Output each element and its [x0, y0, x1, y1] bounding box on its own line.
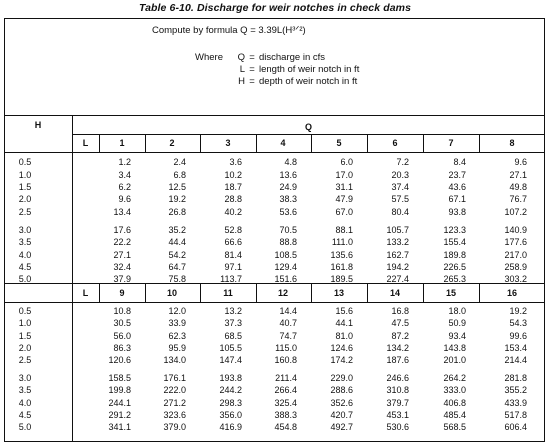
definition-symbol: H [238, 76, 245, 87]
q-value: 44.1 [335, 318, 353, 328]
q-value: 416.9 [219, 422, 242, 432]
q-value: 291.2 [108, 410, 131, 420]
h-value: 3.0 [18, 225, 32, 235]
q-value: 43.6 [448, 182, 466, 192]
q-value: 134.2 [386, 343, 409, 353]
formula-text: Compute by formula Q = 3.39L(H³ᐟ²) [152, 25, 306, 36]
q-header: Q [304, 122, 312, 132]
l-value-header: 9 [119, 288, 125, 298]
q-value: 81.4 [224, 250, 242, 260]
q-value: 341.1 [108, 422, 131, 432]
q-value: 155.4 [443, 237, 466, 247]
q-value: 68.5 [224, 331, 242, 341]
q-value: 75.8 [168, 274, 186, 284]
q-value: 13.4 [113, 207, 131, 217]
q-value: 310.8 [386, 385, 409, 395]
q-value: 44.4 [168, 237, 186, 247]
q-value: 454.8 [274, 422, 297, 432]
q-value: 6.8 [173, 170, 186, 180]
q-value: 19.2 [168, 194, 186, 204]
h-value: 1.5 [18, 182, 32, 192]
q-value: 12.0 [168, 306, 186, 316]
q-value: 134.0 [163, 355, 186, 365]
q-value: 129.4 [274, 262, 297, 272]
q-value: 16.8 [391, 306, 409, 316]
q-value: 31.1 [335, 182, 353, 192]
q-value: 62.3 [168, 331, 186, 341]
q-value: 40.7 [279, 318, 297, 328]
l-value-header: 7 [448, 138, 454, 148]
q-value: 303.2 [504, 274, 527, 284]
q-value: 6.0 [340, 157, 353, 167]
q-value: 47.5 [391, 318, 409, 328]
q-value: 115.0 [275, 343, 297, 353]
l-value-header: 13 [333, 288, 344, 298]
q-value: 265.3 [443, 274, 466, 284]
q-value: 86.3 [113, 343, 131, 353]
q-value: 333.0 [443, 385, 466, 395]
l-value-header: 3 [225, 138, 231, 148]
q-value: 162.7 [386, 250, 409, 260]
q-value: 95.9 [168, 343, 186, 353]
l-value-header: 15 [445, 288, 456, 298]
q-value: 12.5 [168, 182, 186, 192]
q-value: 105.5 [219, 343, 242, 353]
q-value: 32.4 [113, 262, 131, 272]
l-value-header: 2 [169, 138, 175, 148]
q-value: 70.5 [279, 225, 297, 235]
h-value: 2.5 [18, 355, 32, 365]
h-value: 1.0 [18, 170, 32, 180]
l-value-header: 4 [280, 138, 286, 148]
rule-column [145, 134, 146, 152]
q-value: 288.6 [330, 385, 353, 395]
q-value: 211.4 [275, 373, 297, 383]
q-value: 49.8 [509, 182, 527, 192]
q-value: 99.6 [509, 331, 527, 341]
q-value: 64.7 [168, 262, 186, 272]
q-value: 54.2 [168, 250, 186, 260]
q-value: 54.3 [509, 318, 527, 328]
q-value: 227.4 [386, 274, 409, 284]
q-value: 37.9 [113, 274, 131, 284]
rule-bottom-header-bottom [4, 302, 545, 303]
q-value: 433.9 [504, 398, 527, 408]
q-value: 9.6 [118, 194, 131, 204]
q-value: 24.9 [279, 182, 297, 192]
q-value: 40.2 [224, 207, 242, 217]
q-value: 194.2 [386, 262, 409, 272]
q-value: 135.6 [330, 250, 353, 260]
q-value: 88.8 [279, 237, 297, 247]
q-value: 107.2 [504, 207, 527, 217]
definition-symbol: L [239, 64, 245, 75]
where-label: Where [195, 52, 223, 63]
q-value: 76.7 [509, 194, 527, 204]
rule-column [256, 134, 257, 152]
l-value-header: 5 [336, 138, 342, 148]
q-value: 222.0 [163, 385, 186, 395]
q-value: 6.2 [118, 182, 131, 192]
rule-column [479, 283, 480, 302]
q-value: 140.9 [504, 225, 527, 235]
h-value: 3.0 [18, 373, 32, 383]
h-value: 1.5 [18, 331, 32, 341]
q-value: 264.2 [443, 373, 466, 383]
definition-row-h [195, 76, 359, 88]
q-value: 379.7 [386, 398, 409, 408]
q-value: 161.8 [330, 262, 353, 272]
rule-header-top [4, 115, 545, 116]
equals-sign: = [249, 64, 255, 75]
h-value: 3.5 [18, 385, 32, 395]
q-value: 56.0 [113, 331, 131, 341]
l-value-header: 11 [223, 288, 233, 298]
rule-l-box-top [99, 134, 100, 152]
q-value: 229.0 [330, 373, 353, 383]
q-value: 226.5 [443, 262, 466, 272]
q-value: 67.1 [448, 194, 466, 204]
q-value: 517.8 [504, 410, 527, 420]
q-value: 87.2 [391, 331, 409, 341]
q-value: 18.0 [448, 306, 466, 316]
q-value: 97.1 [224, 262, 242, 272]
definition-row-l [195, 64, 359, 76]
q-value: 298.3 [219, 398, 242, 408]
q-value: 160.8 [274, 355, 297, 365]
q-value: 10.8 [113, 306, 131, 316]
q-value: 105.7 [386, 225, 409, 235]
q-value: 153.4 [504, 343, 527, 353]
q-value: 485.4 [443, 410, 466, 420]
h-value: 4.0 [18, 250, 32, 260]
q-value: 120.6 [108, 355, 131, 365]
equals-sign: = [249, 76, 255, 87]
q-value: 81.0 [335, 331, 353, 341]
q-value: 47.9 [335, 194, 353, 204]
definition-row-q [195, 52, 359, 64]
q-value: 177.6 [504, 237, 527, 247]
h-value: 1.0 [18, 318, 32, 328]
q-value: 2.4 [173, 157, 186, 167]
h-value: 2.5 [18, 207, 32, 217]
q-value: 133.2 [386, 237, 409, 247]
rule-column [200, 134, 201, 152]
q-value: 568.5 [443, 422, 466, 432]
q-value: 147.4 [219, 355, 242, 365]
q-value: 23.7 [448, 170, 466, 180]
q-value: 93.8 [448, 207, 466, 217]
q-value: 258.9 [504, 262, 527, 272]
h-value: 5.0 [18, 274, 32, 284]
q-value: 246.6 [386, 373, 409, 383]
rule-column [423, 134, 424, 152]
q-value: 174.2 [330, 355, 353, 365]
q-value: 15.6 [335, 306, 353, 316]
h-value: 2.0 [18, 194, 32, 204]
q-value: 325.4 [274, 398, 297, 408]
q-value: 406.8 [443, 398, 466, 408]
q-value: 67.0 [335, 207, 353, 217]
h-value: 4.5 [18, 262, 32, 272]
q-value: 74.7 [279, 331, 297, 341]
q-value: 379.0 [163, 422, 186, 432]
h-value: 0.5 [18, 306, 32, 316]
q-value: 420.7 [330, 410, 353, 420]
definition-text: length of weir notch in ft [259, 64, 360, 75]
definition-text: discharge in cfs [259, 52, 326, 63]
q-value: 3.4 [118, 170, 131, 180]
q-value: 323.6 [163, 410, 186, 420]
q-value: 492.7 [330, 422, 353, 432]
q-value: 388.3 [274, 410, 297, 420]
q-value: 57.5 [391, 194, 409, 204]
q-value: 189.8 [443, 250, 466, 260]
q-value: 271.2 [163, 398, 186, 408]
q-value: 88.1 [335, 225, 353, 235]
q-value: 8.4 [453, 157, 466, 167]
q-value: 124.6 [330, 343, 353, 353]
q-value: 22.2 [113, 237, 131, 247]
q-value: 80.4 [391, 207, 409, 217]
q-value: 3.6 [229, 157, 242, 167]
q-value: 143.8 [443, 343, 466, 353]
q-value: 17.0 [335, 170, 353, 180]
q-value: 244.2 [219, 385, 242, 395]
q-value: 606.4 [504, 422, 527, 432]
rule-top-header-bottom [4, 152, 545, 153]
table-title: Table 6-10. Discharge for weir notches in check dams [138, 2, 412, 14]
q-value: 50.9 [448, 318, 466, 328]
q-value: 27.1 [509, 170, 527, 180]
q-value: 530.6 [386, 422, 409, 432]
h-value: 4.5 [18, 410, 32, 420]
q-value: 28.8 [224, 194, 242, 204]
q-value: 26.8 [168, 207, 186, 217]
q-value: 217.0 [504, 250, 527, 260]
q-value: 111.0 [331, 237, 353, 247]
q-value: 199.8 [108, 385, 131, 395]
l-value-header: 6 [392, 138, 398, 148]
q-value: 281.8 [504, 373, 527, 383]
q-value: 13.6 [279, 170, 297, 180]
h-value: 3.5 [18, 237, 32, 247]
rule-column [311, 134, 312, 152]
rule-h-column [72, 115, 73, 442]
q-value: 37.4 [391, 182, 409, 192]
q-value: 201.0 [443, 355, 466, 365]
definitions [195, 52, 359, 88]
q-value: 7.2 [396, 157, 409, 167]
h-value: 2.0 [18, 343, 32, 353]
h-header: H [34, 120, 42, 130]
rule-q-divider [72, 134, 545, 135]
h-value: 4.0 [18, 398, 32, 408]
q-value: 113.7 [220, 274, 242, 284]
q-value: 151.6 [274, 274, 297, 284]
l-header: L [82, 288, 89, 298]
q-value: 176.1 [163, 373, 186, 383]
q-value: 17.6 [113, 225, 131, 235]
q-value: 10.2 [224, 170, 242, 180]
l-value-header: 1 [119, 138, 125, 148]
q-value: 158.5 [108, 373, 131, 383]
q-value: 356.0 [219, 410, 242, 420]
q-value: 355.2 [504, 385, 527, 395]
q-value: 33.9 [168, 318, 186, 328]
q-value: 4.8 [284, 157, 297, 167]
l-value-header: 16 [506, 288, 517, 298]
l-value-header: 8 [509, 138, 515, 148]
q-value: 193.8 [219, 373, 242, 383]
definition-text: depth of weir notch in ft [259, 76, 358, 87]
q-value: 108.5 [274, 250, 297, 260]
q-value: 52.8 [224, 225, 242, 235]
q-value: 13.2 [224, 306, 242, 316]
l-value-header: 14 [389, 288, 400, 298]
equals-sign: = [249, 52, 255, 63]
q-value: 9.6 [514, 157, 527, 167]
l-header: L [82, 138, 89, 148]
q-value: 123.3 [443, 225, 466, 235]
rule-column [367, 134, 368, 152]
q-value: 1.2 [118, 157, 131, 167]
q-value: 30.5 [113, 318, 131, 328]
q-value: 35.2 [168, 225, 186, 235]
q-value: 352.6 [330, 398, 353, 408]
q-value: 214.4 [504, 355, 527, 365]
h-value: 0.5 [18, 157, 32, 167]
q-value: 27.1 [113, 250, 131, 260]
h-value: 5.0 [18, 422, 32, 432]
q-value: 18.7 [224, 182, 242, 192]
q-value: 19.2 [509, 306, 527, 316]
q-value: 53.6 [279, 207, 297, 217]
q-value: 20.3 [391, 170, 409, 180]
q-value: 38.3 [279, 194, 297, 204]
q-value: 189.5 [330, 274, 353, 284]
q-value: 66.6 [224, 237, 242, 247]
l-value-header: 10 [166, 288, 177, 298]
q-value: 453.1 [386, 410, 409, 420]
q-value: 187.6 [386, 355, 409, 365]
q-value: 37.3 [224, 318, 242, 328]
rule-column [479, 134, 480, 152]
q-value: 244.1 [108, 398, 131, 408]
l-value-header: 12 [277, 288, 288, 298]
q-value: 93.4 [448, 331, 466, 341]
definition-symbol: Q [237, 52, 245, 63]
q-value: 266.4 [274, 385, 297, 395]
q-value: 14.4 [279, 306, 297, 316]
